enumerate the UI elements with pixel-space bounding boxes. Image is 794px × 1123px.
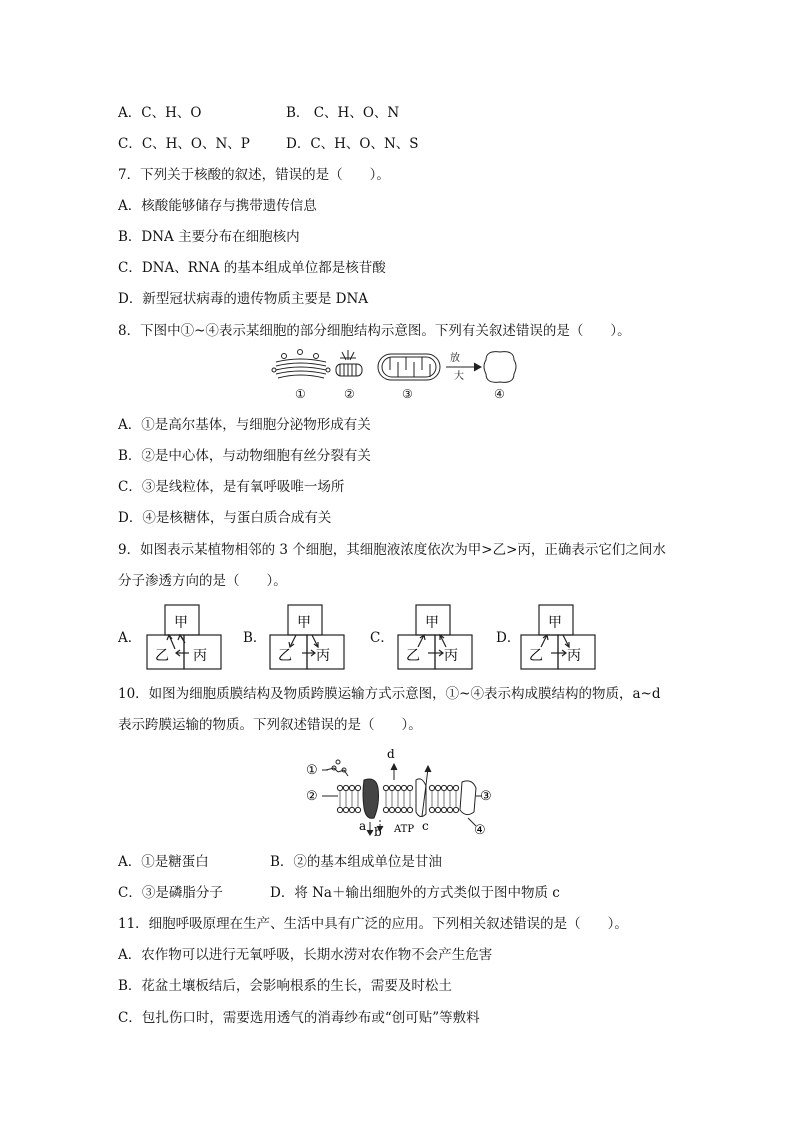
- q10-option-c: C．③是磷脂分子: [118, 885, 223, 901]
- q9b-top: 甲: [297, 615, 311, 631]
- q8-stem: 8．下图中①~④表示某细胞的部分细胞结构示意图。下列有关叙述错误的是（ ）。: [118, 323, 631, 339]
- q9-stem-line2: 分子渗透方向的是（ ）。: [118, 573, 287, 589]
- q9-stem-line1: 9．如图表示某植物相邻的 3 个细胞，其细胞液浓度依次为甲>乙>丙，正确表示它们之间水: [118, 542, 666, 558]
- q8-organelle-figure: [270, 348, 530, 402]
- q9-option-d-letter: D．: [496, 630, 521, 646]
- q9-option-c-letter: C．: [370, 630, 394, 646]
- q8-magnify-char1: 放: [450, 353, 460, 364]
- q9b-left: 乙: [278, 648, 292, 664]
- q11-option-c: C．包扎伤口时，需要选用透气的消毒纱布或“创可贴”等敷料: [118, 1010, 480, 1026]
- q9c-left: 乙: [406, 648, 420, 664]
- q10-option-d: D．将 Na＋输出细胞外的方式类似于图中物质 c: [270, 885, 560, 901]
- q10-label-3: ③: [480, 789, 492, 804]
- q9a-left: 乙: [155, 648, 169, 664]
- q11-option-b: B．花盆土壤板结后，会影响根系的生长，需要及时松土: [118, 978, 452, 994]
- q9d-left: 乙: [529, 648, 543, 664]
- q10-label-b: b: [374, 825, 382, 838]
- q8-label-4: ④: [494, 387, 505, 401]
- q8-label-1: ①: [295, 387, 306, 401]
- q10-stem-line2: 表示跨膜运输的物质。下列叙述错误的是（ ）。: [118, 717, 422, 733]
- q6-option-b: B． C、H、O、N: [286, 105, 400, 121]
- q6-option-d: D．C、H、O、N、S: [286, 136, 419, 152]
- q9-cells-d: [519, 603, 599, 673]
- q7-option-b: B．DNA 主要分布在细胞核内: [118, 229, 300, 245]
- q9-option-a-letter: A．: [118, 630, 142, 646]
- q7-stem: 7．下列关于核酸的叙述，错误的是（ ）。: [118, 167, 390, 183]
- q10-label-c: c: [422, 819, 429, 833]
- q8-option-b: B．②是中心体，与动物细胞有丝分裂有关: [118, 448, 371, 464]
- q8-option-c: C．③是线粒体，是有氧呼吸唯一场所: [118, 479, 345, 495]
- q9c-right: 丙: [444, 648, 458, 664]
- q9a-right: 丙: [193, 648, 207, 664]
- q10-label-atp: ATP: [394, 824, 415, 835]
- q9d-right: 丙: [567, 648, 581, 664]
- q9-cells-c: [396, 603, 476, 673]
- golgi-drawing: [272, 350, 330, 379]
- q6-option-a: A．C、H、O: [118, 105, 202, 121]
- q6-option-c: C．C、H、O、N、P: [118, 136, 250, 152]
- q10-label-4: ④: [474, 823, 486, 838]
- q10-stem-line1: 10．如图为细胞质膜结构及物质跨膜运输方式示意图，①~④表示构成膜结构的物质，a~d: [118, 686, 661, 702]
- q8-label-2: ②: [344, 387, 355, 401]
- q8-magnify-char2: 大: [454, 371, 464, 382]
- q9-option-b-letter: B．: [243, 630, 267, 646]
- ribosome-drawing: [484, 352, 516, 383]
- membrane-bottom-heads: [337, 807, 458, 812]
- q11-option-a: A．农作物可以进行无氧呼吸，长期水涝对农作物不会产生危害: [118, 947, 493, 963]
- q8-option-a: A．①是高尔基体，与细胞分泌物形成有关: [118, 417, 371, 433]
- q8-option-d: D．④是核糖体，与蛋白质合成有关: [118, 510, 332, 526]
- q9a-top: 甲: [174, 615, 188, 631]
- q9b-right: 丙: [316, 648, 330, 664]
- q9-cells-a: [145, 603, 225, 673]
- q7-option-d: D．新型冠状病毒的遗传物质主要是 DNA: [118, 291, 369, 307]
- q7-option-a: A．核酸能够储存与携带遗传信息: [118, 198, 317, 214]
- q10-option-a: A．①是糖蛋白: [118, 854, 209, 870]
- q9c-top: 甲: [425, 615, 439, 631]
- q11-stem: 11．细胞呼吸原理在生产、生活中具有广泛的应用。下列相关叙述错误的是（ ）。: [118, 916, 628, 932]
- mitochondrion-drawing: [378, 354, 440, 380]
- q8-label-3: ③: [402, 387, 413, 401]
- q10-label-a: a: [359, 819, 367, 833]
- q10-label-d: d: [387, 747, 395, 761]
- q9-cells-b: [268, 603, 348, 673]
- q10-option-b: B．②的基本组成单位是甘油: [270, 854, 442, 870]
- membrane-top-heads: [337, 785, 458, 790]
- centrosome-drawing: [336, 350, 362, 376]
- q9d-top: 甲: [548, 615, 562, 631]
- q10-label-1: ①: [306, 763, 318, 778]
- q7-option-c: C．DNA、RNA 的基本组成单位都是核苷酸: [118, 260, 386, 276]
- q10-label-2: ②: [306, 789, 318, 804]
- q10-membrane-figure: [304, 746, 494, 838]
